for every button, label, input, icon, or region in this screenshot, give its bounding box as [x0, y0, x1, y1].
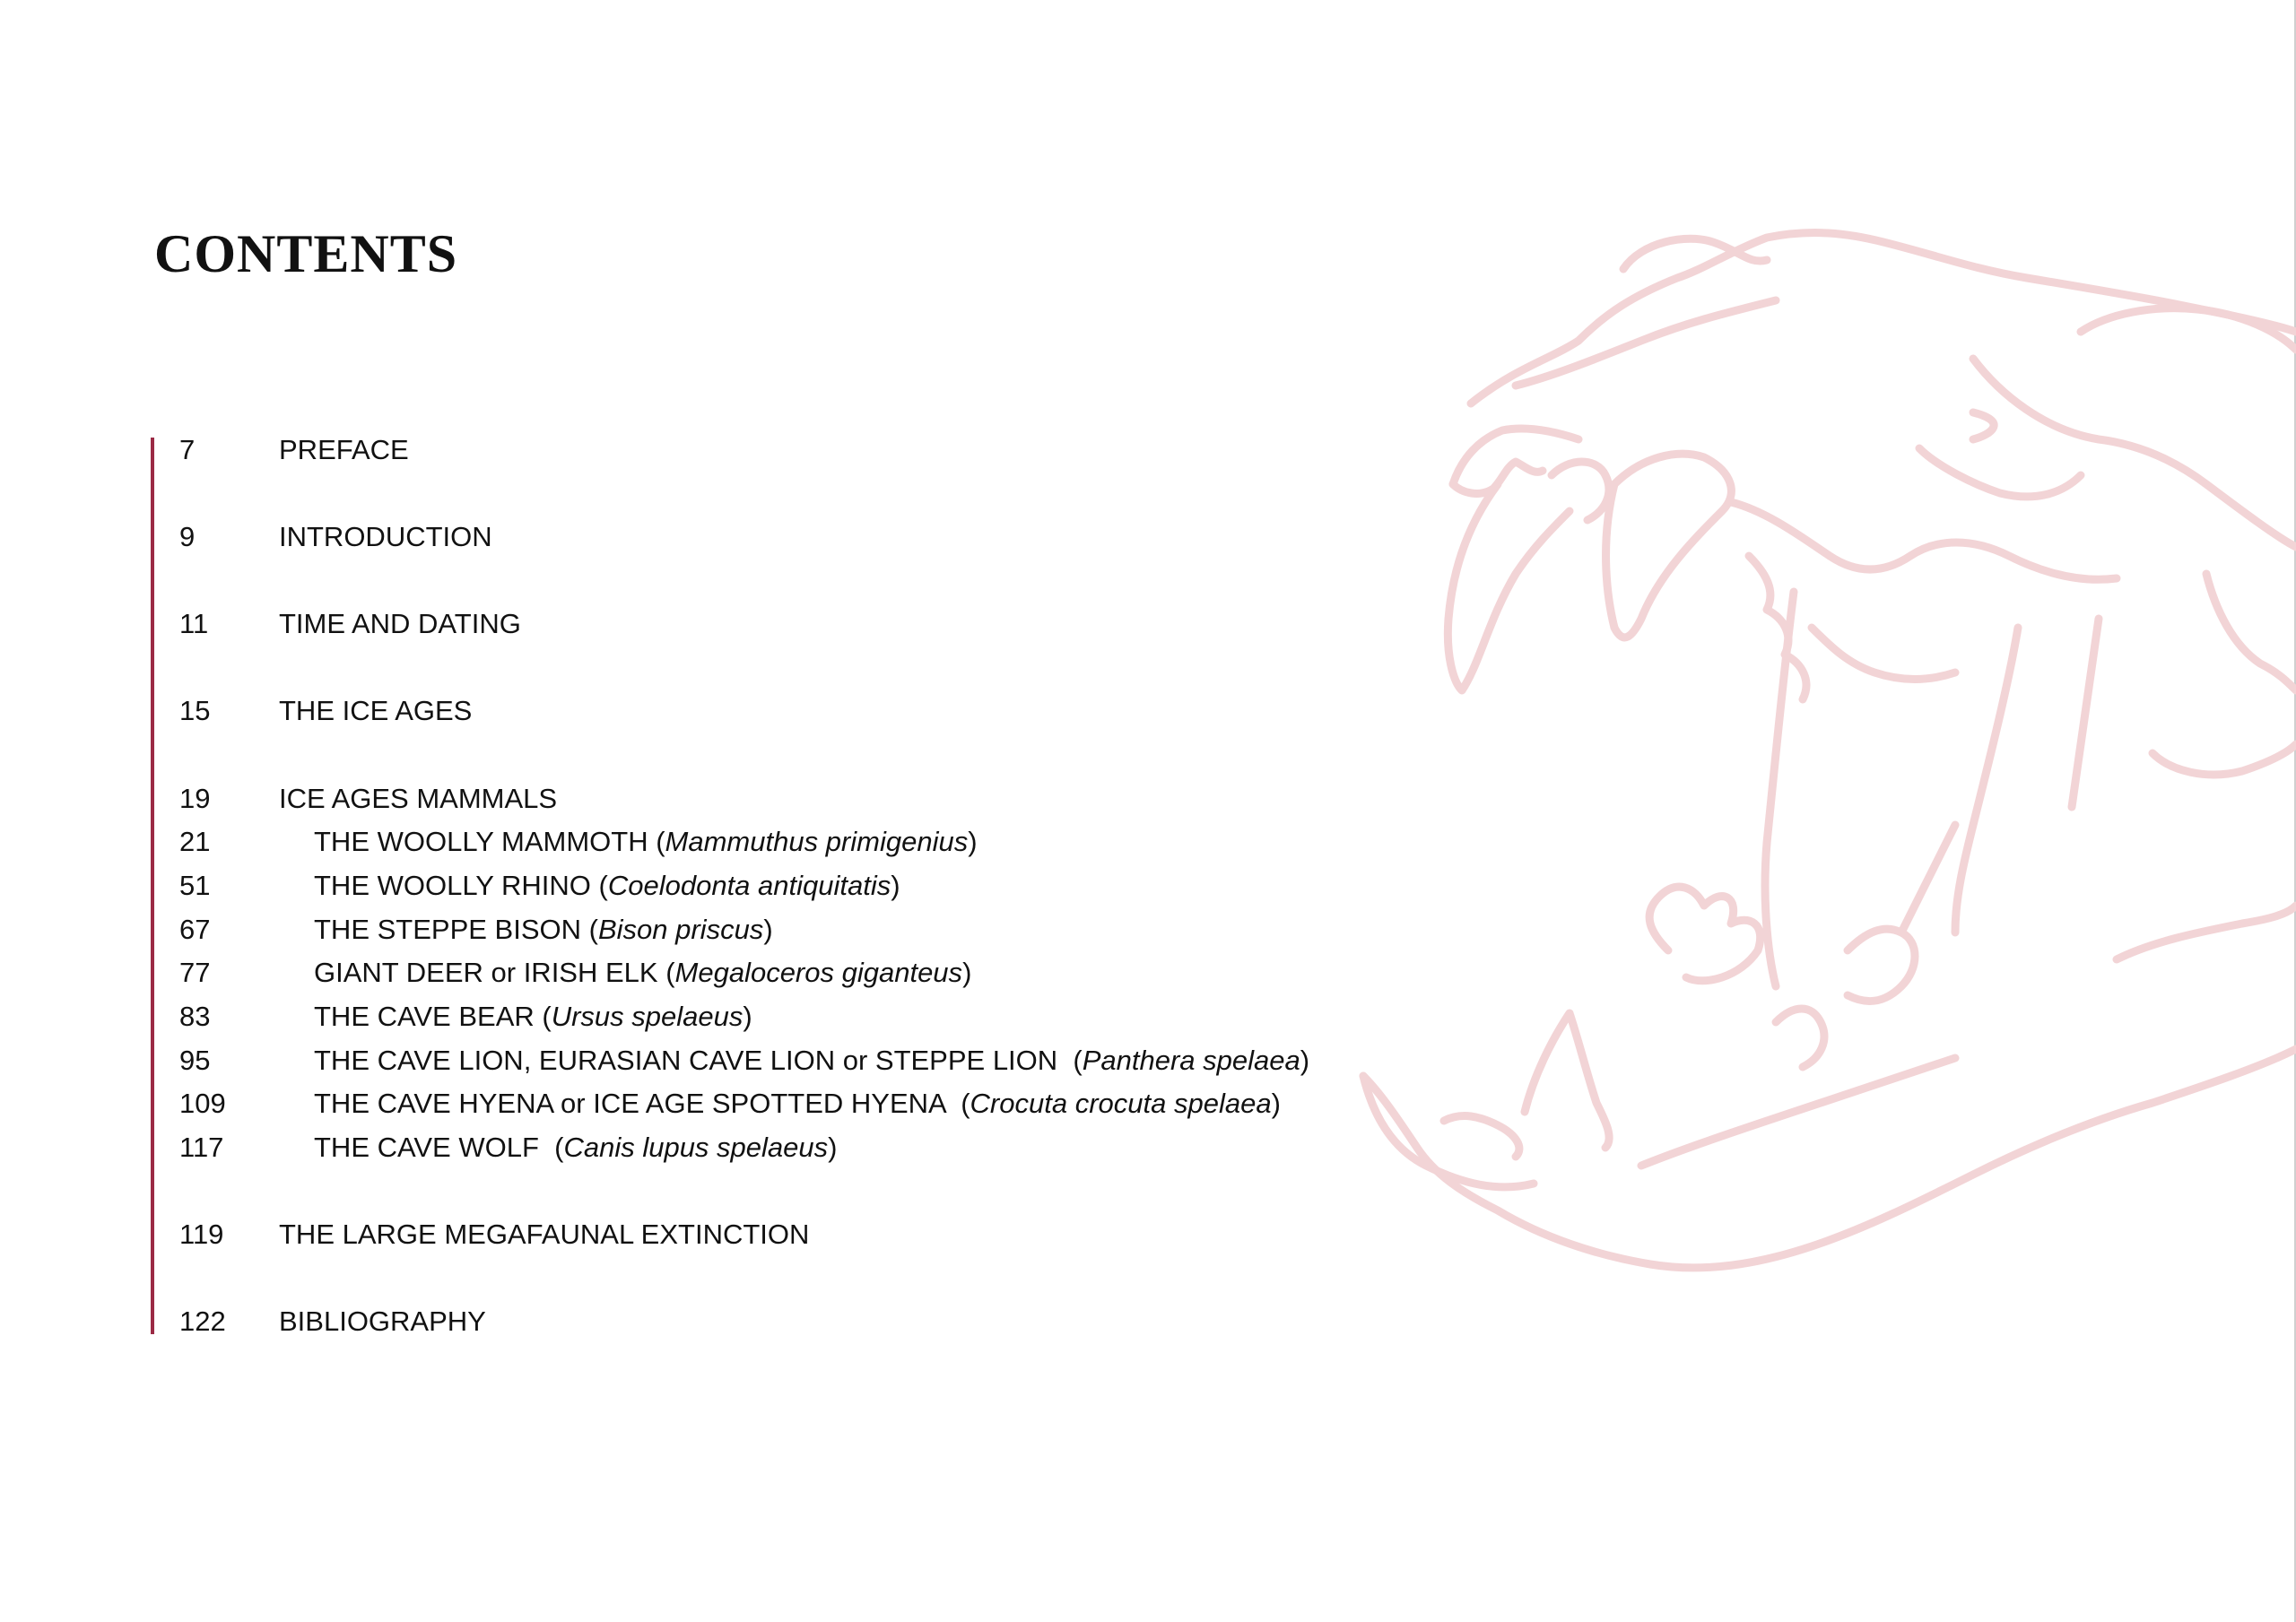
- toc-entry-title: THE STEPPE BISON (Bison priscus): [314, 914, 773, 945]
- skull-palate-zigzag: [1749, 556, 1806, 699]
- skull-lower-incisors: [1444, 1116, 1519, 1157]
- toc-latin-name: Crocuta crocuta spelaea: [970, 1088, 1272, 1119]
- skull-eye-mark: [1973, 412, 1994, 439]
- toc-page-number: 109: [179, 1088, 226, 1119]
- skull-ramus-side: [1901, 825, 1955, 932]
- toc-page-number: 51: [179, 870, 211, 901]
- toc-page-number: 21: [179, 826, 211, 857]
- skull-lower-jaw: [1363, 1049, 2296, 1268]
- skull-lower-carnassial: [1848, 929, 1915, 1001]
- toc-page-number: 67: [179, 914, 211, 945]
- toc-latin-name: Bison priscus: [597, 914, 764, 945]
- toc-page-number: 119: [179, 1219, 224, 1250]
- toc-entry-title: TIME AND DATING: [279, 608, 521, 639]
- toc-entry-title: THE LARGE MEGAFAUNAL EXTINCTION: [279, 1219, 810, 1250]
- skull-upper-molar: [1552, 462, 1609, 520]
- skull-upper-canine: [1448, 484, 1570, 690]
- toc-latin-name: Panthera spelaea: [1082, 1045, 1300, 1076]
- toc-entry-title: THE CAVE BEAR (Ursus spelaeus): [314, 1001, 752, 1032]
- toc-entry-title: THE CAVE LION, EURASIAN CAVE LION or STEPPE LION (Panthera spelaea): [314, 1045, 1310, 1076]
- skull-ramus-back: [1955, 628, 2018, 932]
- skull-ramus-inner: [2072, 619, 2099, 807]
- toc-entry-title: THE CAVE WOLF (Canis lupus spelaeus): [314, 1132, 838, 1163]
- toc-entry-title: GIANT DEER or IRISH ELK (Megaloceros giganteus): [314, 957, 972, 988]
- toc-page-number: 117: [179, 1132, 224, 1163]
- skull-ramus-edge: [2206, 574, 2296, 690]
- toc-latin-name: Canis lupus spelaeus: [563, 1132, 829, 1163]
- toc-entry-title: INTRODUCTION: [279, 521, 492, 552]
- skull-lower-canine: [1525, 1013, 1609, 1148]
- skull-upper-jaw: [1453, 429, 1578, 484]
- skull-jaw-angle: [2117, 906, 2296, 959]
- toc-latin-name: Ursus spelaeus: [551, 1001, 744, 1032]
- skull-jaw-base: [1641, 1058, 1955, 1166]
- toc-entry-title: PREFACE: [279, 434, 409, 465]
- skull-ramus-lower: [2152, 744, 2296, 775]
- toc-page-number: 83: [179, 1001, 211, 1032]
- toc-page-number: 19: [179, 783, 211, 814]
- skull-ramus-front: [1765, 592, 1794, 986]
- toc-latin-name: Megaloceros giganteus: [674, 957, 963, 988]
- page-title: CONTENTS: [154, 224, 458, 283]
- toc-page-number: 122: [179, 1305, 226, 1337]
- toc-entry-title: THE WOOLLY MAMMOTH (Mammuthus primigenius): [314, 826, 978, 857]
- toc-entry-title: ICE AGES MAMMALS: [279, 783, 558, 814]
- toc-entry-title: THE WOOLLY RHINO (Coelodonta antiquitatis): [314, 870, 900, 901]
- skull-cranium-outline: [1471, 233, 2296, 403]
- skull-orbit-arc: [2081, 308, 2296, 350]
- toc-page-number: 7: [179, 434, 196, 465]
- toc-page-number: 77: [179, 957, 211, 988]
- toc-entry-title: BIBLIOGRAPHY: [279, 1305, 486, 1337]
- toc-page-number: 95: [179, 1045, 211, 1076]
- toc-page-number: 9: [179, 521, 196, 552]
- toc-page-number: 15: [179, 695, 211, 726]
- toc-entry-title: THE CAVE HYENA or ICE AGE SPOTTED HYENA (Crocuta crocuta spelaea): [314, 1088, 1281, 1119]
- skull-palate-line: [1812, 628, 1955, 680]
- skull-lower-premolar: [1776, 1009, 1824, 1067]
- skull-upper-carnassial: [1606, 454, 1732, 638]
- toc-page-number: 11: [179, 608, 209, 639]
- skull-cheek-arch: [1973, 359, 2296, 547]
- skull-upper-tooth-row: [1731, 502, 2117, 579]
- skull-illustration: [1345, 215, 2296, 1381]
- skull-cheek-curve: [1919, 448, 2081, 497]
- toc-accent-bar: [151, 438, 154, 1334]
- skull-nasal-bone: [1516, 300, 1776, 386]
- toc-latin-name: Coelodonta antiquitatis: [607, 870, 891, 901]
- toc-latin-name: Mammuthus primigenius: [665, 826, 969, 857]
- skull-lower-teeth: [1649, 887, 1761, 981]
- toc-entry-title: THE ICE AGES: [279, 695, 473, 726]
